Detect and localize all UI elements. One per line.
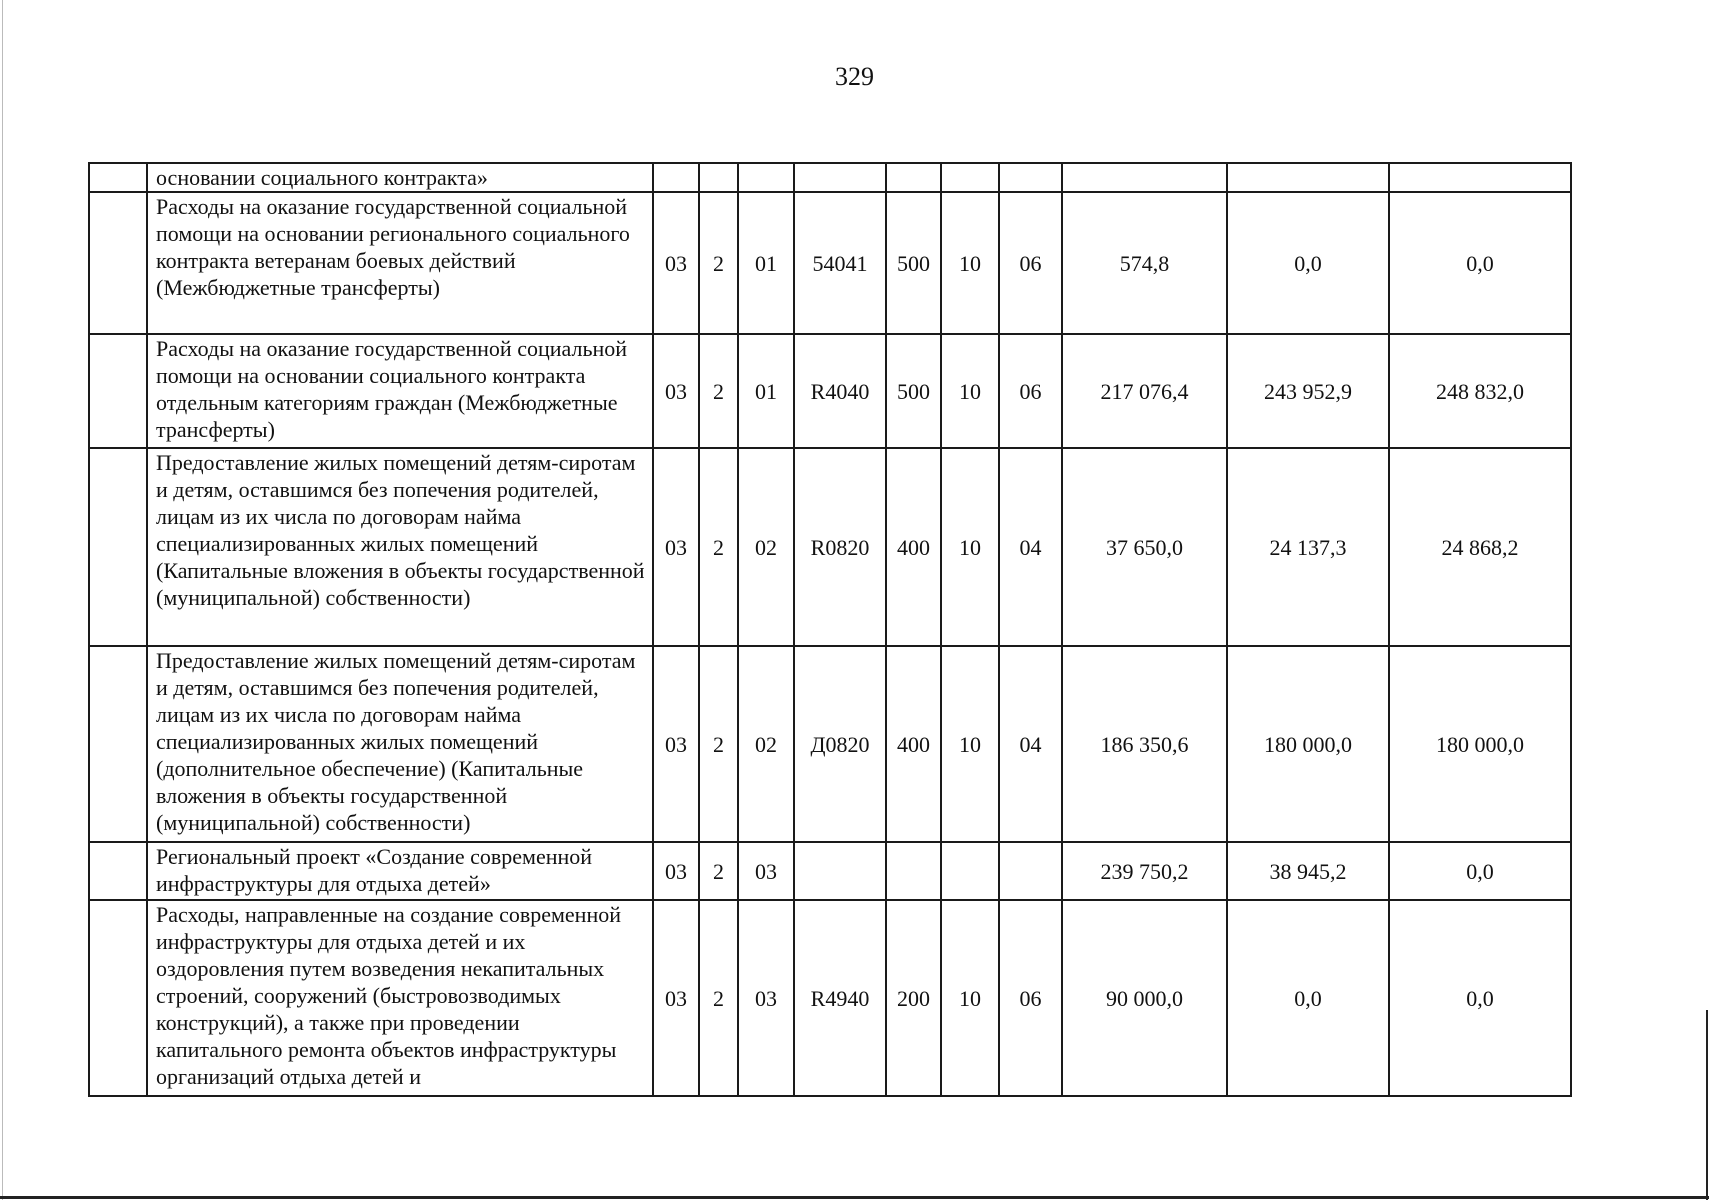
blank-cell — [89, 163, 147, 192]
scan-edge-right — [1706, 1010, 1708, 1200]
row-name: Расходы на оказание государственной социальной помощи на основании регионального социального контракта ветеранам боевых действий (Межбюджетные трансферты) — [147, 192, 653, 334]
code-cell: 10 — [941, 646, 999, 842]
code-cell — [941, 163, 999, 192]
code-cell: 2 — [699, 448, 738, 646]
code-cell — [999, 163, 1062, 192]
amount-cell: 248 832,0 — [1389, 334, 1571, 448]
code-cell: 10 — [941, 192, 999, 334]
amount-cell: 38 945,2 — [1227, 842, 1389, 900]
amount-cell: 574,8 — [1062, 192, 1227, 334]
code-cell: 400 — [886, 448, 941, 646]
blank-cell — [89, 646, 147, 842]
amount-cell: 180 000,0 — [1389, 646, 1571, 842]
page-number: 329 — [835, 62, 874, 91]
amount-cell: 90 000,0 — [1062, 900, 1227, 1096]
amount-cell: 24 137,3 — [1227, 448, 1389, 646]
code-cell: 10 — [941, 334, 999, 448]
table-row — [89, 448, 1571, 646]
amount-cell: 0,0 — [1227, 192, 1389, 334]
row-name: Предоставление жилых помещений детям-сиротам и детям, оставшимся без попечения родителей, лицам из их числа по договорам найма специализированных жилых помещений (Капитальные вложения в объекты государственной (муниципальной) собственности) — [147, 448, 653, 646]
code-cell: 500 — [886, 334, 941, 448]
budget-table — [88, 162, 1572, 1097]
amount-cell — [1389, 163, 1571, 192]
code-cell: 01 — [738, 334, 794, 448]
code-cell — [886, 842, 941, 900]
amount-cell: 239 750,2 — [1062, 842, 1227, 900]
row-name: Региональный проект «Создание современной инфраструктуры для отдыха детей» — [147, 842, 653, 900]
code-cell: 2 — [699, 334, 738, 448]
blank-cell — [89, 334, 147, 448]
code-cell: 06 — [999, 334, 1062, 448]
code-cell: 01 — [738, 192, 794, 334]
blank-cell — [89, 192, 147, 334]
blank-cell — [89, 900, 147, 1096]
code-cell: 500 — [886, 192, 941, 334]
code-cell: 400 — [886, 646, 941, 842]
row-name: основании социального контракта» — [147, 163, 653, 192]
code-cell — [738, 163, 794, 192]
amount-cell: 0,0 — [1389, 900, 1571, 1096]
table-row — [89, 334, 1571, 448]
amount-cell: 37 650,0 — [1062, 448, 1227, 646]
code-cell: 02 — [738, 646, 794, 842]
code-cell: 02 — [738, 448, 794, 646]
code-cell: 2 — [699, 646, 738, 842]
code-cell: 2 — [699, 192, 738, 334]
code-cell — [886, 163, 941, 192]
code-cell: Д0820 — [794, 646, 886, 842]
code-cell: R4040 — [794, 334, 886, 448]
table-row — [89, 192, 1571, 334]
amount-cell: 0,0 — [1389, 842, 1571, 900]
code-cell: 03 — [653, 646, 699, 842]
code-cell: 2 — [699, 900, 738, 1096]
code-cell — [794, 163, 886, 192]
code-cell: 04 — [999, 448, 1062, 646]
row-name: Расходы, направленные на создание современной инфраструктуры для отдыха детей и их оздоровления путем возведения некапитальных строений, сооружений (быстровозводимых конструкций), а также при проведении капитального ремонта объектов инфраструктуры организаций отдыха детей и — [147, 900, 653, 1096]
table-row — [89, 163, 1571, 192]
code-cell: R4940 — [794, 900, 886, 1096]
code-cell: 03 — [653, 334, 699, 448]
code-cell: 10 — [941, 900, 999, 1096]
blank-cell — [89, 448, 147, 646]
scan-edge-bottom — [0, 1196, 1709, 1199]
amount-cell: 24 868,2 — [1389, 448, 1571, 646]
code-cell: 03 — [653, 448, 699, 646]
code-cell: 03 — [738, 842, 794, 900]
amount-cell: 186 350,6 — [1062, 646, 1227, 842]
table-row — [89, 646, 1571, 842]
code-cell: 2 — [699, 842, 738, 900]
code-cell: 04 — [999, 646, 1062, 842]
row-name: Расходы на оказание государственной социальной помощи на основании социального контракта отдельным категориям граждан (Межбюджетные трансферты) — [147, 334, 653, 448]
amount-cell: 0,0 — [1389, 192, 1571, 334]
code-cell — [699, 163, 738, 192]
code-cell: 03 — [738, 900, 794, 1096]
amount-cell — [1062, 163, 1227, 192]
code-cell: 10 — [941, 448, 999, 646]
code-cell: 03 — [653, 842, 699, 900]
table-row — [89, 842, 1571, 900]
row-name: Предоставление жилых помещений детям-сиротам и детям, оставшимся без попечения родителей, лицам из их числа по договорам найма специализированных жилых помещений (дополнительное обеспечение) (Капитальные вложения в объекты государственной (муниципальной) собственности) — [147, 646, 653, 842]
code-cell — [999, 842, 1062, 900]
amount-cell: 217 076,4 — [1062, 334, 1227, 448]
amount-cell: 180 000,0 — [1227, 646, 1389, 842]
amount-cell: 0,0 — [1227, 900, 1389, 1096]
scan-edge-left — [2, 0, 3, 1200]
code-cell: 54041 — [794, 192, 886, 334]
blank-cell — [89, 842, 147, 900]
code-cell — [794, 842, 886, 900]
code-cell: 03 — [653, 900, 699, 1096]
amount-cell: 243 952,9 — [1227, 334, 1389, 448]
code-cell: R0820 — [794, 448, 886, 646]
table-row — [89, 900, 1571, 1096]
code-cell — [941, 842, 999, 900]
code-cell: 200 — [886, 900, 941, 1096]
code-cell: 06 — [999, 900, 1062, 1096]
code-cell: 06 — [999, 192, 1062, 334]
code-cell — [653, 163, 699, 192]
amount-cell — [1227, 163, 1389, 192]
code-cell: 03 — [653, 192, 699, 334]
